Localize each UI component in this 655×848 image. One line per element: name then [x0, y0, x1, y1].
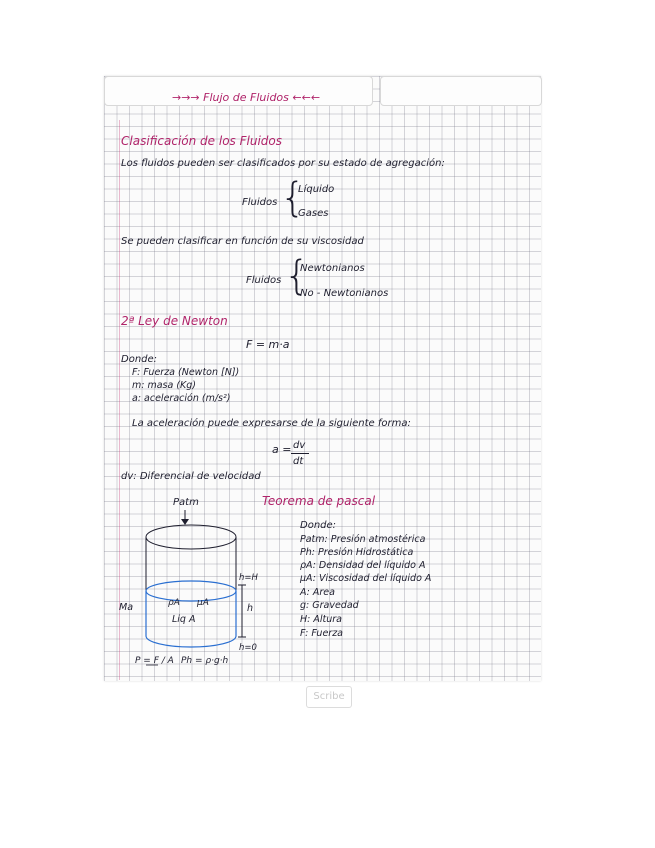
- def-fuerza: F: Fuerza (Newton [N]): [132, 367, 240, 378]
- viscosity-newtonianos: Newtonianos: [300, 263, 365, 274]
- state-liquido: Líquido: [298, 184, 335, 195]
- h-label: h: [247, 603, 254, 614]
- pascal-donde: Donde:: [300, 520, 337, 531]
- h-top-label: h=H: [239, 573, 258, 583]
- def-masa: m: masa (Kg): [132, 380, 197, 391]
- donde-label: Donde:: [121, 354, 158, 365]
- def-gravedad: g: Gravedad: [300, 600, 359, 611]
- def-ph: Ph: Presión Hidrostática: [300, 547, 414, 558]
- rho-label: ρA: [168, 598, 180, 608]
- fluidos-label: Fluidos: [242, 197, 278, 208]
- accel-formula-lhs: a =: [272, 443, 292, 456]
- viscosity-text: Se pueden clasificar en función de su viscosidad: [121, 236, 364, 247]
- def-aceleracion: a: aceleración (m/s²): [132, 393, 231, 404]
- newton-formula: F = m·a: [246, 338, 290, 351]
- clasificacion-text: Los fluidos pueden ser clasificados por su estado de agregación:: [121, 158, 445, 169]
- ma-label: Ma: [119, 602, 134, 613]
- section-heading-clasificacion: Clasificación de los Fluidos: [121, 134, 282, 148]
- def-rho: ρA: Densidad del líquido A: [300, 560, 426, 571]
- fluidos-label-2: Fluidos: [246, 275, 282, 286]
- viscosity-no-newtonianos: No - Newtonianos: [300, 288, 389, 299]
- hydrostatic-formula: Ph = ρ·g·h: [181, 656, 229, 666]
- def-patm: Patm: Presión atmostérica: [300, 534, 426, 545]
- def-fuerza-2: F: Fuerza: [300, 628, 344, 639]
- accel-formula-den: dt: [293, 456, 304, 467]
- pressure-formula: P = F / A: [135, 656, 174, 666]
- mu-label: μA: [197, 598, 209, 608]
- def-area: A: Area: [300, 587, 335, 598]
- section-heading-pascal: Teorema de pascal: [262, 494, 376, 508]
- state-gases: Gases: [298, 208, 329, 219]
- section-heading-newton: 2ª Ley de Newton: [121, 314, 228, 328]
- h-bottom-label: h=0: [239, 643, 257, 653]
- liquid-label: Liq A: [172, 614, 196, 625]
- accel-text: La aceleración puede expresarse de la siguiente forma:: [132, 418, 411, 429]
- page-title: →→→ Flujo de Fluidos ←←←: [172, 91, 321, 104]
- accel-formula-num: dv: [293, 440, 306, 451]
- def-altura: H: Altura: [300, 614, 342, 625]
- dv-definition: dv: Diferencial de velocidad: [121, 471, 261, 482]
- scribe-logo: Scribe: [306, 686, 352, 708]
- brace-icon: {: [284, 253, 310, 299]
- brace-icon: {: [280, 175, 306, 221]
- patm-label: Patm: [173, 497, 199, 508]
- def-mu: μA: Viscosidad del líquido A: [300, 573, 432, 584]
